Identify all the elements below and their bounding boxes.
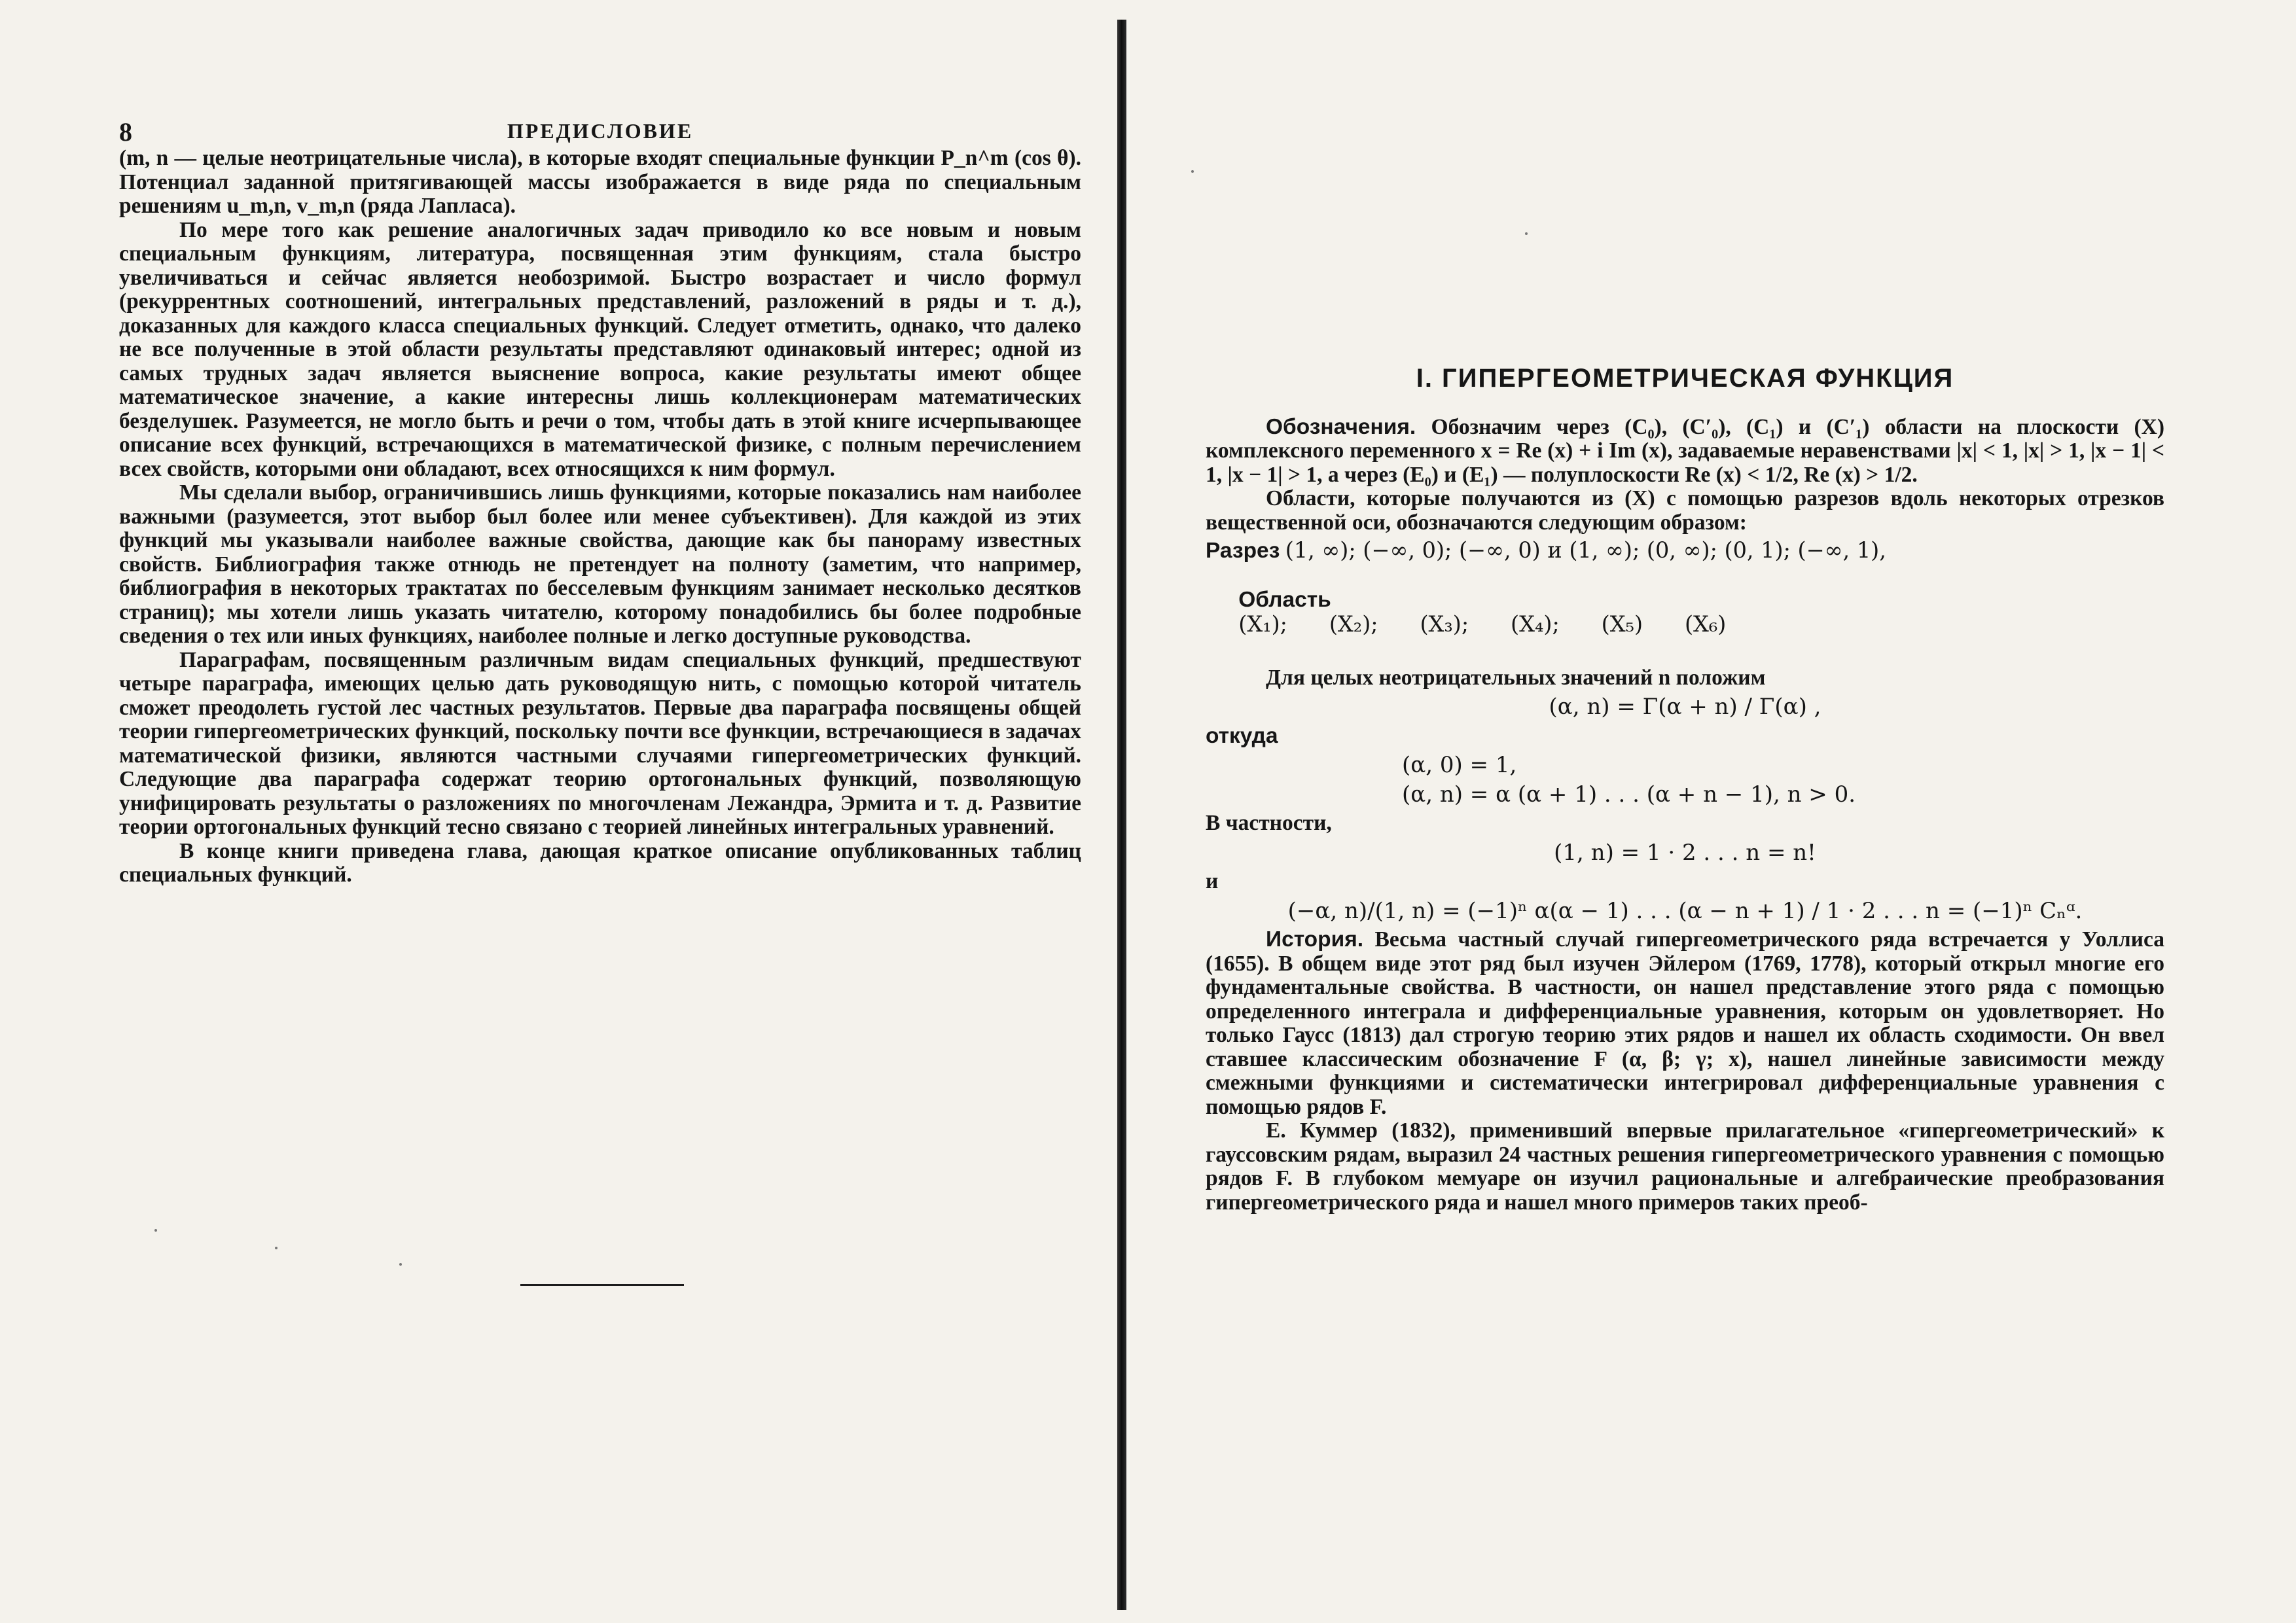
paragraph: Мы сделали выбор, ограничившись лишь функциями, которые показались нам наиболее важными (разумеется, этот выбор был более или менее субъективен). Для каждой из этих функций мы указывали наиболее важные свойства, дающие как бы панораму известных свойств. Библиография также отнюдь не претендует на полноту (заметим, что например, библиография в некоторых трактатах по бесселевым функциям занимает несколько десятков страниц); мы хотели лишь указать читателю, которому понадобились бы более подробные сведения о тех или иных функциях, наиболее полные и легко доступные руководства. <box>119 480 1081 648</box>
notation-label: Обозначения. <box>1266 414 1416 439</box>
history-label: История. <box>1266 927 1364 952</box>
particular-label: В частности, <box>1206 811 1332 835</box>
scan-speck <box>154 1229 157 1232</box>
page-number: 8 <box>119 117 132 147</box>
regions-label: Область <box>1238 588 1331 612</box>
end-rule <box>520 1284 684 1286</box>
paragraph: (m, n — целые неотрицательные числа), в которые входят специальные функции P_n^m (cos θ). Потенциал заданной притягивающей массы изображается в виде ряда по специальным решениям u_m,n, v_m,n (ряда Лапласа). <box>119 146 1081 218</box>
cuts-label: Разрез <box>1206 539 1280 563</box>
paragraph: В конце книги приведена глава, дающая краткое описание опубликованных таблиц специальных функций. <box>119 838 1081 887</box>
running-header <box>119 116 1081 149</box>
and-label: и <box>1206 869 1219 893</box>
kummer-text: Е. Куммер (1832), применивший впервые прилагательное «гипергеометрический» к гауссовским рядам, выразил 24 частных решения гипергеометрического уравнения с помощью рядов F. В глубоком мемуаре он изучил рациональные и алгебраические преобразования гипергеометрического ряда и нашел много примеров таких преоб- <box>1206 1118 2164 1215</box>
scan-speck <box>399 1263 402 1266</box>
regions-values: (X₁); (X₂); (X₃); (X₄); (X₅) (X₆) <box>1238 611 1727 637</box>
cuts-values: (1, ∞); (−∞, 0); (−∞, 0) и (1, ∞); (0, ∞); (0, 1); (−∞, 1), <box>1285 537 1886 563</box>
header-title: ПРЕДИСЛОВИЕ <box>507 119 694 143</box>
formula-product: (α, n) = α (α + 1) . . . (α + n − 1), n > 0. <box>1402 781 1856 808</box>
formula-definition: (α, n) = Γ(α + n) / Γ(α) , <box>1549 694 1821 720</box>
paragraph: Параграфам, посвященным различным видам специальных функций, предшествуют четыре параграфа, имеющих целью дать руководящую нить, с помощью которой читатель сможет преодолеть густой лес частных результатов. Первые два параграфа посвящены общей теории гипергеометрических функций, поскольку почти все функции, встречающиеся в задачах математической физики, являются частными случаями гипергеометрических функций. Следующие два параграфа содержат теорию ортогональных функций, позволяющую унифицировать результаты о разложениях по многочленам Лежандра, Эрмита и т. д. Развитие теории ортогональных функций тесно связано с теорией линейных интегральных уравнений. <box>119 647 1081 839</box>
formula-binomial: (−α, n)/(1, n) = (−1)ⁿ α(α − 1) . . . (α − n + 1) / 1 · 2 . . . n = (−1)ⁿ Cₙᵅ. <box>1287 897 2083 924</box>
formula-factorial: (1, n) = 1 · 2 . . . n = n! <box>1554 839 1816 866</box>
section-title: I. ГИПЕРГЕОМЕТРИЧЕСКАЯ ФУНКЦИЯ <box>1416 364 1954 393</box>
scan-speck <box>275 1247 278 1249</box>
chapter-text <box>1206 366 2164 1215</box>
history-text: Весьма частный случай гипергеометрического ряда встречается у Уоллиса (1655). В общем виде этот ряд был изучен Эйлером (1769, 1778), который открыл многие его фундаментальные свойства. В частности, он нашел представление этого ряда с помощью определенного интеграла и дифференциальные уравнения, которым он удовлетворяет. Но только Гаусс (1813) дал строгую теорию этих рядов и нашел их область сходимости. Он ввел ставшее классическим обозначение F (α, β; γ; x), нашел линейные зависимости между смежными функциями и систематически интегрировал дифференциальные уравнения с помощью рядов F. <box>1206 927 2164 1119</box>
formula-zero: (α, 0) = 1, <box>1402 752 1517 778</box>
notation-text-2: Области, которые получаются из (X) с помощью разрезов вдоль некоторых отрезков вещественной оси, обозначаются следующим образом: <box>1206 486 2164 535</box>
right-page <box>1139 0 2296 1623</box>
preface-text <box>119 147 1081 887</box>
whence-label: откуда <box>1206 723 1278 748</box>
scan-speck <box>1191 170 1194 173</box>
notation-text: Обозначим через (C₀), (C′₀), (C₁) и (C′₁) области на плоскости (X) комплексного переменного x = Re (x) + i Im (x), задаваемые неравенствами |x| < 1, |x| > 1, |x − 1| < 1, |x − 1| > 1, а через (E₀) и (E₁) — полуплоскости Re (x) < 1/2, Re (x) > 1/2. <box>1206 414 2164 487</box>
paragraph: По мере того как решение аналогичных задач приводило ко все новым и новым специальным функциям, литература, посвященная этим функциям, стала быстро увеличиваться и сейчас является необозримой. Быстро возрастает и число формул (рекуррентных соотношений, интегральных представлений, разложений в ряды и т. д.), доказанных для каждого класса специальных функций. Следует отметить, однако, что далеко не все полученные в этой области результаты представляют одинаковый интерес; одной из самых трудных задач является выяснение вопроса, какие результаты имеют общее математическое значение, а какие интересны лишь коллекционерам математических безделушек. Разумеется, не могло быть и речи о том, чтобы дать в этой книге исчерпывающее описание всех функций, встречающихся в математической физике, с полным перечислением всех свойств, которыми они обладают, всех относящихся к ним формул. <box>119 217 1081 481</box>
integers-text: Для целых неотрицательных значений n положим <box>1266 665 1766 690</box>
scan-speck <box>1525 232 1528 235</box>
left-page <box>0 0 1119 1623</box>
